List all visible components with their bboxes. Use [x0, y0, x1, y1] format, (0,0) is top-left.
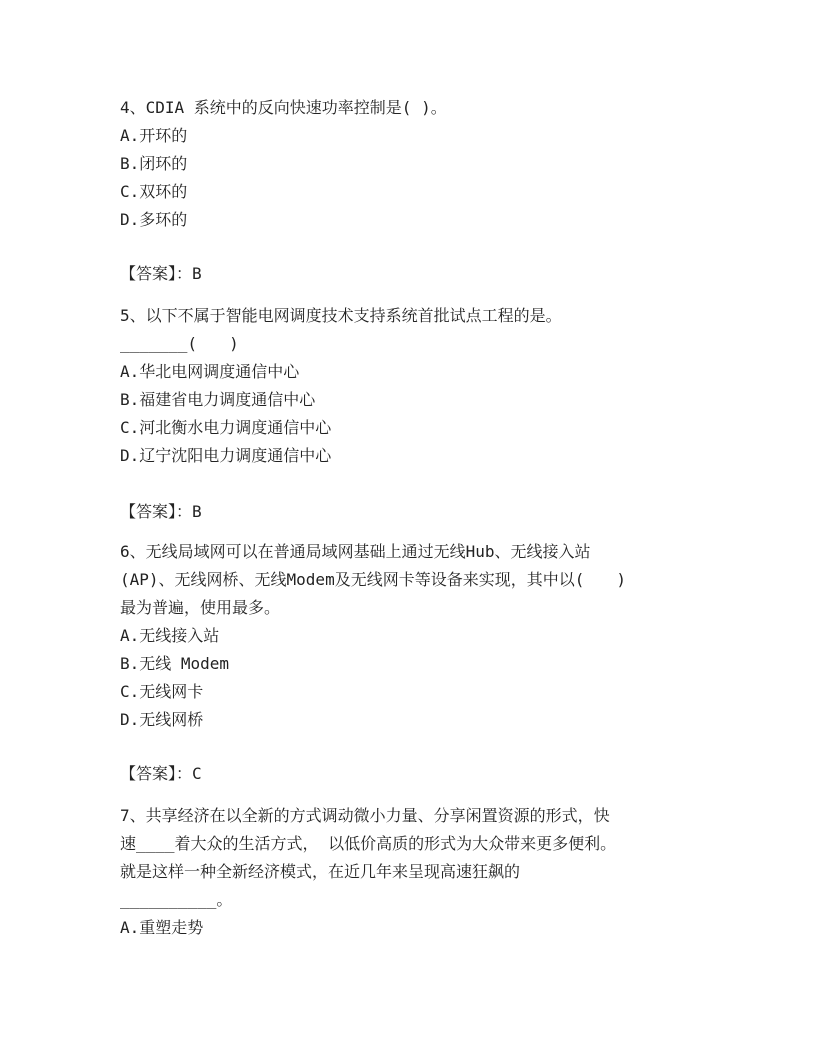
- question-7-stem-line-4: __________。: [120, 890, 233, 909]
- question-6-option-d: D.无线网桥: [120, 710, 204, 729]
- question-5-option-b: B.福建省电力调度通信中心: [120, 390, 316, 409]
- question-4-option-c: C.双环的: [120, 182, 188, 201]
- question-6-option-c: C.无线网卡: [120, 682, 204, 701]
- question-6-stem-line-1: 6、无线局域网可以在普通局域网基础上通过无线Hub、无线接入站: [120, 542, 591, 561]
- question-6-answer: 【答案】：C: [120, 764, 202, 783]
- question-5-option-c: C.河北衡水电力调度通信中心: [120, 418, 332, 437]
- question-5-option-d: D.辽宁沈阳电力调度通信中心: [120, 446, 332, 465]
- question-5-answer: 【答案】：B: [120, 502, 202, 521]
- question-4-answer: 【答案】：B: [120, 264, 202, 283]
- question-4-option-a: A.开环的: [120, 126, 188, 145]
- question-5-option-a: A.华北电网调度通信中心: [120, 362, 300, 381]
- question-7-stem-line-2: 速____着大众的生活方式， 以低价高质的形式为大众带来更多便利。: [120, 834, 617, 853]
- question-7-option-a: A.重塑走势: [120, 918, 204, 937]
- question-4-stem-line-1: 4、CDIA 系统中的反向快速功率控制是( )。: [120, 98, 447, 117]
- question-6-stem-line-2: (AP)、无线网桥、无线Modem及无线网卡等设备来实现，其中以( ): [120, 570, 626, 589]
- question-6-option-a: A.无线接入站: [120, 626, 220, 645]
- question-6-stem-line-3: 最为普遍，使用最多。: [120, 598, 281, 617]
- question-6-option-b: B.无线 Modem: [120, 654, 230, 673]
- question-7-stem-line-3: 就是这样一种全新经济模式，在近几年来呈现高速狂飙的: [120, 862, 521, 881]
- question-4-option-b: B.闭环的: [120, 154, 188, 173]
- question-4-option-d: D.多环的: [120, 210, 188, 229]
- question-7-stem-line-1: 7、共享经济在以全新的方式调动微小力量、分享闲置资源的形式，快: [120, 806, 610, 825]
- question-5-stem-line-2: _______( ): [120, 334, 239, 353]
- question-5-stem-line-1: 5、以下不属于智能电网调度技术支持系统首批试点工程的是。: [120, 306, 562, 325]
